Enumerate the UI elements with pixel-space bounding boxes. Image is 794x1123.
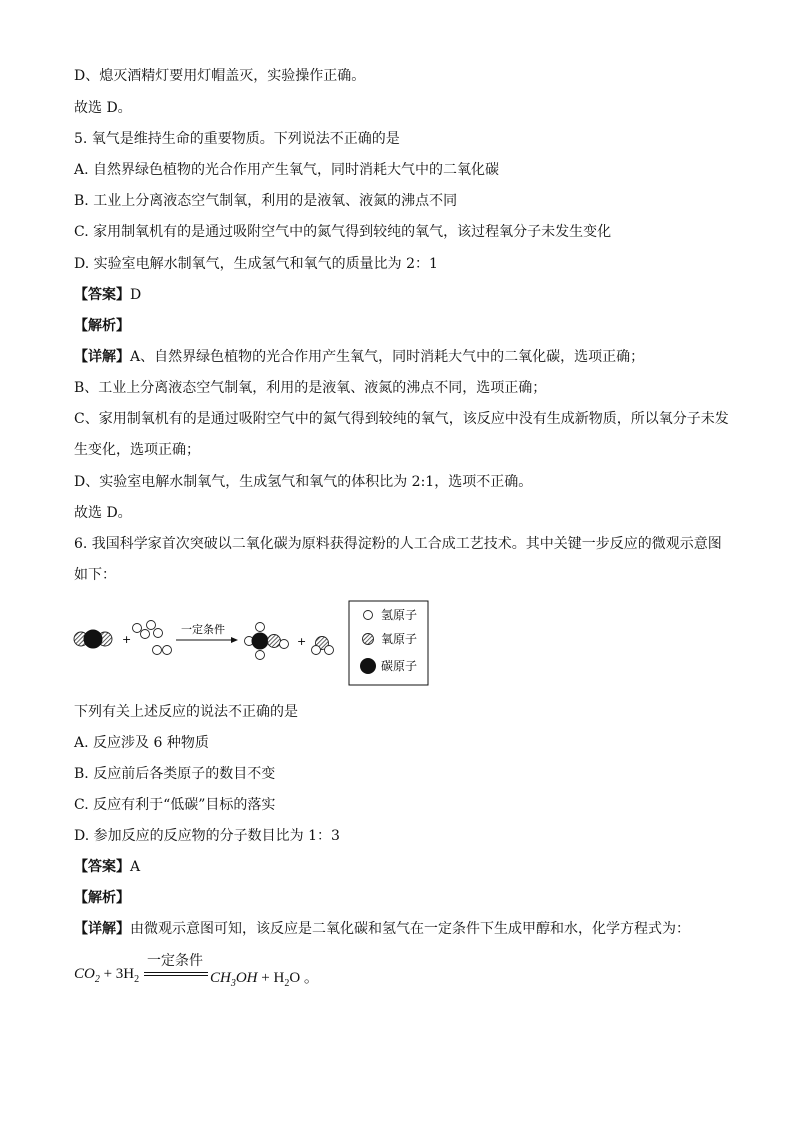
legend-carbon: 碳原子 xyxy=(381,659,418,673)
question-6-detail xyxy=(74,919,690,939)
methanol-molecule xyxy=(245,623,289,660)
question-6-option-c: C. 反应有利于“低碳”目标的落实 xyxy=(74,797,276,813)
answer-value: A xyxy=(130,859,141,875)
question-6-option-d: D. 参加反应的反应物的分子数目比为 1：3 xyxy=(74,828,340,844)
equation-equals-bar xyxy=(144,972,208,973)
oxygen-atom-icon xyxy=(363,634,374,645)
chemical-equation xyxy=(74,950,374,990)
question-5-option-a: A. 自然界绿色植物的光合作用产生氧气，同时消耗大气中的二氧化碳 xyxy=(74,162,500,178)
answer-label: 【答案】 xyxy=(74,287,130,303)
equation-condition: 一定条件 xyxy=(147,954,203,969)
question-6-stem: 6. 我国科学家首次突破以二氧化碳为原料获得淀粉的人工合成工艺技术。其中关键一步反应的微观示意图 xyxy=(74,536,722,552)
equation-products: $CH_3OH + H_2O$ 。 xyxy=(210,970,319,989)
detail-label: 【详解】 xyxy=(74,349,130,365)
question-5-option-b: B. 工业上分离液态空气制氧，利用的是液氧、液氮的沸点不同 xyxy=(74,193,458,209)
plus-sign: + xyxy=(122,633,132,646)
detail-label: 【详解】 xyxy=(74,921,130,937)
answer-label: 【答案】 xyxy=(74,859,130,875)
question-6-stem-cont: 如下： xyxy=(74,567,116,583)
question-5-detail xyxy=(74,347,644,367)
co2-molecule xyxy=(74,630,112,648)
question-6-option-a: A. 反应涉及 6 种物质 xyxy=(74,735,209,751)
detail-text: A、自然界绿色植物的光合作用产生氧气，同时消耗大气中的二氧化碳，选项正确； xyxy=(130,349,645,365)
text-line: D、实验室电解水制氧气，生成氢气和氧气的体积比为 2:1，选项不正确。 xyxy=(74,474,533,490)
legend-hydrogen: 氢原子 xyxy=(381,608,418,622)
text-line: 故选 D。 xyxy=(74,100,132,116)
text-line: C、家用制氧机有的是通过吸附空气中的氮气得到较纯的氧气，该反应中没有生成新物质，所以氧分子未发 xyxy=(74,411,729,427)
question-6-answer xyxy=(74,857,140,877)
answer-value: D xyxy=(130,287,142,303)
text-line: B、工业上分离液态空气制氧，利用的是液氧、液氮的沸点不同，选项正确； xyxy=(74,380,547,396)
question-5-option-d: D. 实验室电解水制氧气，生成氢气和氧气的质量比为 2：1 xyxy=(74,256,438,272)
question-5-analysis-label: 【解析】 xyxy=(74,318,130,334)
question-6-option-b: B. 反应前后各类原子的数目不变 xyxy=(74,766,276,782)
question-5-answer xyxy=(74,285,141,305)
question-5-stem: 5. 氧气是维持生命的重要物质。下列说法不正确的是 xyxy=(74,131,400,147)
text-line: D、熄灭酒精灯要用灯帽盖灭，实验操作正确。 xyxy=(74,68,366,84)
equation-equals-bar xyxy=(144,975,208,976)
question-6-prompt: 下列有关上述反应的说法不正确的是 xyxy=(74,704,298,720)
hydrogen-atom-icon xyxy=(364,611,373,620)
detail-text: 由微观示意图可知，该反应是二氧化碳和氢气在一定条件下生成甲醇和水，化学方程式为： xyxy=(130,921,690,937)
text-line: 故选 D。 xyxy=(74,505,132,521)
h2-molecules xyxy=(133,621,172,655)
question-6-analysis-label: 【解析】 xyxy=(74,890,130,906)
equation-reactants: $CO_2 + 3H_2$ xyxy=(74,966,140,985)
carbon-atom-icon xyxy=(360,658,376,674)
legend-oxygen: 氧原子 xyxy=(381,632,418,646)
plus-sign: + xyxy=(297,635,307,648)
question-5-option-c: C. 家用制氧机有的是通过吸附空气中的氮气得到较纯的氧气，该过程氧分子未发生变化 xyxy=(74,224,612,240)
text-line: 生变化，选项正确； xyxy=(74,442,200,458)
reaction-diagram xyxy=(70,598,440,690)
legend-box xyxy=(349,601,428,685)
arrow-condition: 一定条件 xyxy=(181,623,225,636)
water-molecule xyxy=(312,637,334,655)
